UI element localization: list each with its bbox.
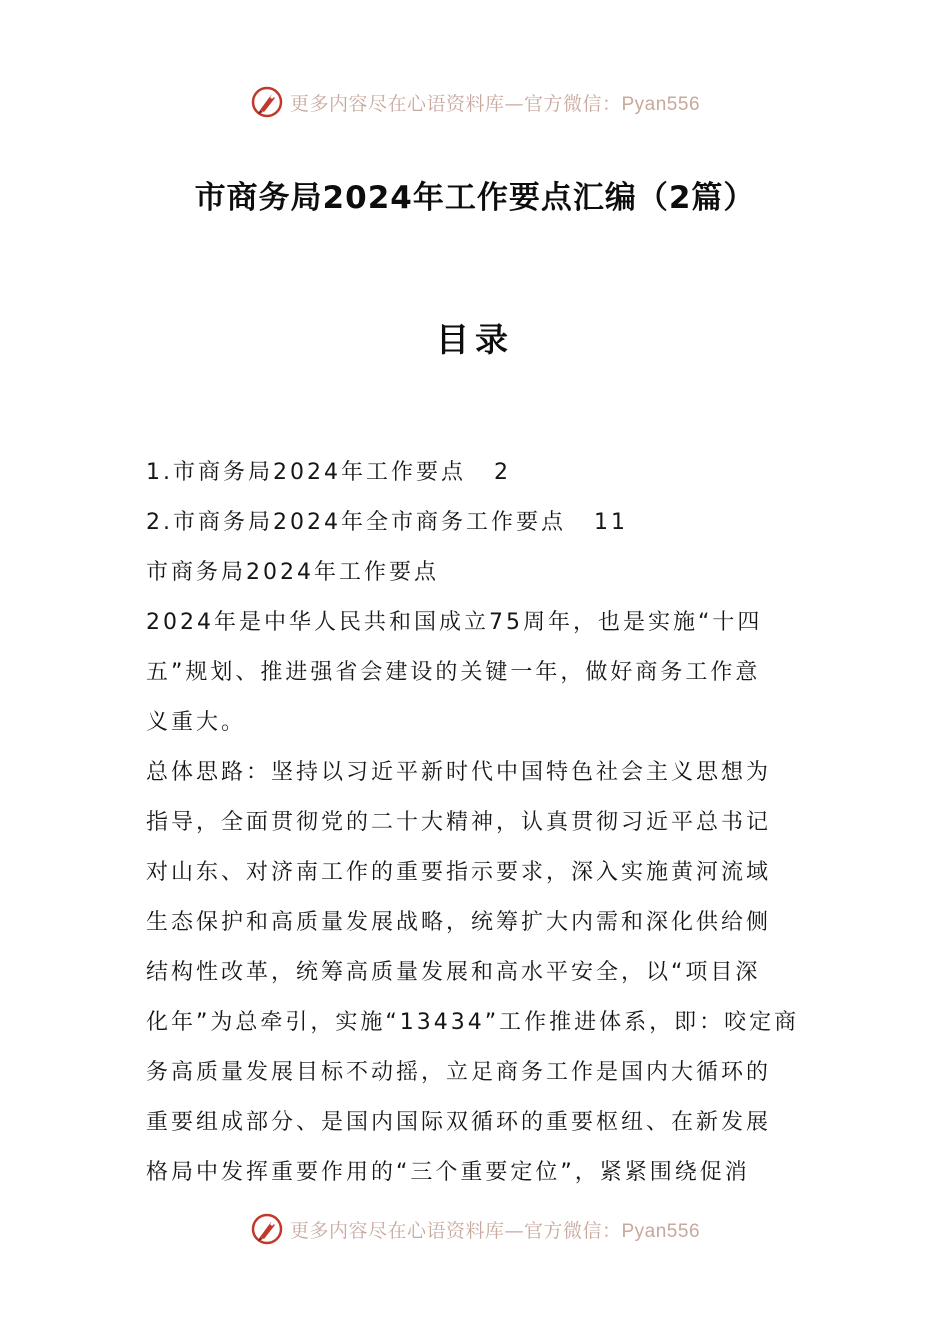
toc-heading: 目录	[436, 320, 514, 359]
paragraph-line: 总体思路：坚持以习近平新时代中国特色社会主义思想为	[146, 760, 772, 785]
paragraph-line: 2024年是中华人民共和国成立75周年，也是实施“十四	[146, 610, 763, 635]
toc-entry-page: 11	[593, 510, 628, 535]
watermark-wechat-id: Pyan556	[621, 93, 701, 115]
watermark-banner-bottom	[0, 1209, 950, 1249]
paragraph-line: 重要组成部分、是国内国际双循环的重要枢纽、在新发展	[146, 1110, 772, 1135]
paragraph-line: 对山东、对济南工作的重要指示要求，深入实施黄河流域	[146, 860, 772, 885]
watermark-text: 更多内容尽在心语资料库—官方微信：Pyan556	[289, 1219, 701, 1242]
watermark-wechat-id: Pyan556	[621, 1220, 701, 1242]
paragraph-line: 务高质量发展目标不动摇，立足商务工作是国内大循环的	[146, 1060, 772, 1085]
paragraph-line: 义重大。	[146, 710, 247, 735]
pen-nib-logo-icon	[250, 1212, 284, 1246]
toc-entry-label: 2.市商务局2024年全市商务工作要点	[146, 510, 566, 535]
toc-entry-2[interactable]	[146, 498, 806, 548]
watermark-text: 更多内容尽在心语资料库—官方微信：Pyan556	[289, 92, 701, 115]
paragraph-line: 格局中发挥重要作用的“三个重要定位”，紧紧围绕促消	[146, 1160, 750, 1185]
paragraph-line: 生态保护和高质量发展战略，统筹扩大内需和深化供给侧	[146, 910, 772, 935]
document-title: 市商务局2024年工作要点汇编（2篇）	[194, 180, 756, 216]
paragraph-line: 指导，全面贯彻党的二十大精神，认真贯彻习近平总书记	[146, 810, 772, 835]
pen-nib-logo-icon	[250, 85, 284, 119]
toc-entry-label: 1.市商务局2024年工作要点	[146, 460, 466, 485]
watermark-banner-top	[0, 82, 950, 122]
toc-entry-1[interactable]	[146, 448, 806, 498]
document-body	[146, 448, 806, 1198]
paragraph-line: 化年”为总牵引，实施“13434”工作推进体系，即：咬定商	[146, 1010, 800, 1035]
toc-entry-page: 2	[493, 460, 511, 485]
paragraph-line: 结构性改革，统筹高质量发展和高水平安全，以“项目深	[146, 960, 761, 985]
section-title: 市商务局2024年工作要点	[146, 560, 439, 585]
paragraph-line: 五”规划、推进强省会建设的关键一年，做好商务工作意	[146, 660, 761, 685]
